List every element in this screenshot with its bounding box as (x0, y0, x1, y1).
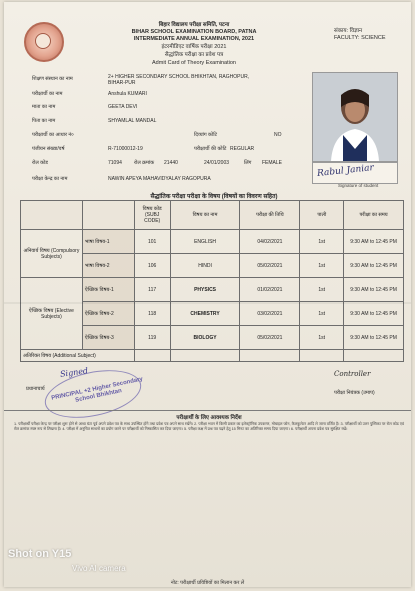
controller-label: परीक्षा नियंत्रक (उमाप) (334, 390, 375, 396)
shift-cell: 1st (300, 302, 344, 326)
date-cell: 03/02/2021 (240, 302, 300, 326)
controller-signature: Controller (334, 370, 371, 378)
roll-no-label: रोल क्रमांक (134, 160, 155, 166)
exam-name-english: INTERMEDIATE ANNUAL EXAMINATION, 2021 (133, 36, 255, 42)
faculty-block (334, 28, 386, 42)
centre-value: NAWIN APEYA MAHAVIDYALAY RAGOPURA (108, 176, 211, 182)
group-cell: अनिवार्य विषय (Compulsory Subjects) (21, 230, 83, 278)
header-name: विषय का नाम (170, 201, 240, 230)
time-cell: 9:30 AM to 12:45 PM (344, 326, 404, 350)
table-row (21, 230, 404, 254)
gender-value: FEMALE (262, 160, 283, 166)
date-cell: 05/02/2021 (240, 254, 300, 278)
father-value: SHYAMLAL MANDAL (108, 118, 157, 124)
date-cell: 04/02/2021 (240, 230, 300, 254)
father-label: पिता का नाम (32, 118, 56, 124)
table-row (21, 278, 404, 302)
shift-cell: 1st (300, 278, 344, 302)
name-cell: ENGLISH (170, 230, 240, 254)
shift-cell: 1st (300, 254, 344, 278)
roll-code-value: 71094 (108, 160, 122, 166)
date-cell: 01/02/2021 (240, 278, 300, 302)
footer-note: नोट: परीक्षार्थी प्रविष्टियों का मिलान कर लें (170, 580, 245, 586)
header-date: परीक्षा की तिथि (240, 201, 300, 230)
shift-cell: 1st (300, 326, 344, 350)
header-group (21, 201, 83, 230)
table-row (21, 350, 404, 362)
registration-label: पंजीयन संख्या/वर्ष (32, 146, 65, 152)
faculty-english: FACULTY: SCIENCE (334, 35, 386, 41)
school-label: शिक्षण संस्थान का नाम (32, 76, 73, 82)
board-name-english: BIHAR SCHOOL EXAMINATION BOARD, PATNA (131, 29, 257, 35)
divyang-value: NO (274, 132, 282, 138)
subjects-table (20, 200, 404, 362)
group-cell: अतिरिक्त विषय (Additional Subject) (21, 350, 135, 362)
name-cell (170, 350, 240, 362)
name-cell: PHYSICS (170, 278, 240, 302)
aadhaar-label: परीक्षार्थी का आधार नं० (32, 132, 74, 138)
student-signature-box (312, 162, 398, 184)
subject-cell: भाषा विषय-1 (82, 230, 134, 254)
name-label: परीक्षार्थी का नाम (32, 91, 63, 97)
time-cell: 9:30 AM to 12:45 PM (344, 302, 404, 326)
shift-cell: 1st (300, 230, 344, 254)
divyang-label: दिव्यांग कोटि (194, 132, 218, 138)
code-cell: 106 (134, 254, 170, 278)
name-cell: HINDI (170, 254, 240, 278)
shift-cell (300, 350, 344, 362)
school-value: 2+ HIGHER SECONDARY SCHOOL BHIKHTAN, RAGHOPUR, BIHAR-PUR (108, 74, 250, 86)
faculty-hindi: संकाय: विज्ञान (334, 28, 363, 34)
header-code: विषय कोड (SUBJ CODE) (134, 201, 170, 230)
board-logo (24, 22, 64, 62)
time-cell: 9:30 AM to 12:45 PM (344, 254, 404, 278)
subject-cell: ऐच्छिक विषय-3 (82, 326, 134, 350)
student-type-value: REGULAR (230, 146, 255, 152)
code-cell: 101 (134, 230, 170, 254)
paper-fold (4, 302, 411, 304)
name-cell: CHEMISTRY (170, 302, 240, 326)
time-cell: 9:30 AM to 12:45 PM (344, 230, 404, 254)
name-cell: BIOLOGY (170, 326, 240, 350)
time-cell (344, 350, 404, 362)
card-title-english: Admit Card of Theory Examination (152, 60, 236, 66)
gender-label: लिंग (244, 160, 252, 166)
card-title-hindi: सैद्धांतिक परीक्षा का प्रवेश पत्र (164, 52, 224, 58)
student-photo (312, 72, 398, 162)
camera-watermark-sub: Vivo AI camera (72, 564, 126, 573)
camera-watermark: Shot on Y15 (8, 548, 72, 560)
mother-value: GEETA DEVI (108, 104, 138, 110)
exam-name-hindi: इंटरमीडिएट वार्षिक परीक्षा 2021 (161, 44, 227, 50)
registration-value: R-71000012-19 (108, 146, 143, 152)
code-cell: 119 (134, 326, 170, 350)
header-subject (82, 201, 134, 230)
code-cell: 118 (134, 302, 170, 326)
board-name-hindi: बिहार विद्यालय परीक्षा समिति, पटना (158, 22, 230, 28)
group-cell: ऐच्छिक विषय (Elective Subjects) (21, 278, 83, 350)
roll-no-value: 21440 (164, 160, 178, 166)
instructions-title: परीक्षार्थी के लिए आवश्यक निर्देश (176, 415, 242, 421)
centre-label: परीक्षा केन्द्र का नाम (32, 176, 68, 182)
date-cell (240, 350, 300, 362)
roll-code-label: रोल कोड (32, 160, 48, 166)
student-type-label: परीक्षार्थी की कोटि (194, 146, 227, 152)
dob-value: 24/01/2003 (204, 160, 230, 166)
instructions-text: 1. परीक्षार्थी परीक्षा केन्द्र पर परीक्षा शुरू होने से आधा घंटा पूर्व अपने प्रवेश पत्र के साथ उपस्थित होंगे तथा प्रवेश पत्र अपने साथ रखेंगे। 2. परीक्षा भवन में किसी प्रकार का इलेक्ट्रॉनिक उपकरण, मोबाइल फोन, कैलकुलेटर आदि ले जाना वर्जित है। 3. परीक्षार्थी को उत्तर पुस्तिका पर रोल कोड एवं रोल क्रमांक स्पष्ट रूप से लिखना है। 4. परीक्षा में अनुचित साधनों का प्रयोग करने पर परीक्षार्थी को निष्कासित कर दिया जाएगा। 5. परीक्षा कक्ष में प्रश्न पत्र पढ़ने हेतु 15 मिनट का अतिरिक्त समय दिया जाएगा। 6. परीक्षार्थी अपना प्रवेश पत्र सुरक्षित रखें। (14, 422, 404, 431)
code-cell (134, 350, 170, 362)
date-cell: 05/02/2021 (240, 326, 300, 350)
code-cell: 117 (134, 278, 170, 302)
divider (4, 410, 411, 411)
subjects-table-title: सैद्धांतिक परीक्षा परीक्षा के विषय (विषयों का विवरण सहित) (150, 194, 278, 200)
principal-label: प्रधानाचार्य (26, 386, 45, 392)
header-shift: पाली (300, 201, 344, 230)
principal-stamp: PRINCIPAL +2 Higher Secondary School Bhikhtan (50, 376, 144, 404)
signature-caption: Signature of student (338, 183, 379, 188)
admit-card (4, 2, 411, 587)
time-cell: 9:30 AM to 12:45 PM (344, 278, 404, 302)
mother-label: माता का नाम (32, 104, 56, 110)
subject-cell: ऐच्छिक विषय-1 (82, 278, 134, 302)
student-signature: Rabul Janiar (316, 163, 375, 179)
subject-cell: ऐच्छिक विषय-2 (82, 302, 134, 326)
student-photo-image (313, 73, 397, 161)
principal-signature: Signed (59, 366, 89, 379)
table-header-row (21, 201, 404, 230)
header-time: परीक्षा का समय (344, 201, 404, 230)
name-value: Anshula KUMARI (108, 91, 147, 97)
subject-cell: भाषा विषय-2 (82, 254, 134, 278)
